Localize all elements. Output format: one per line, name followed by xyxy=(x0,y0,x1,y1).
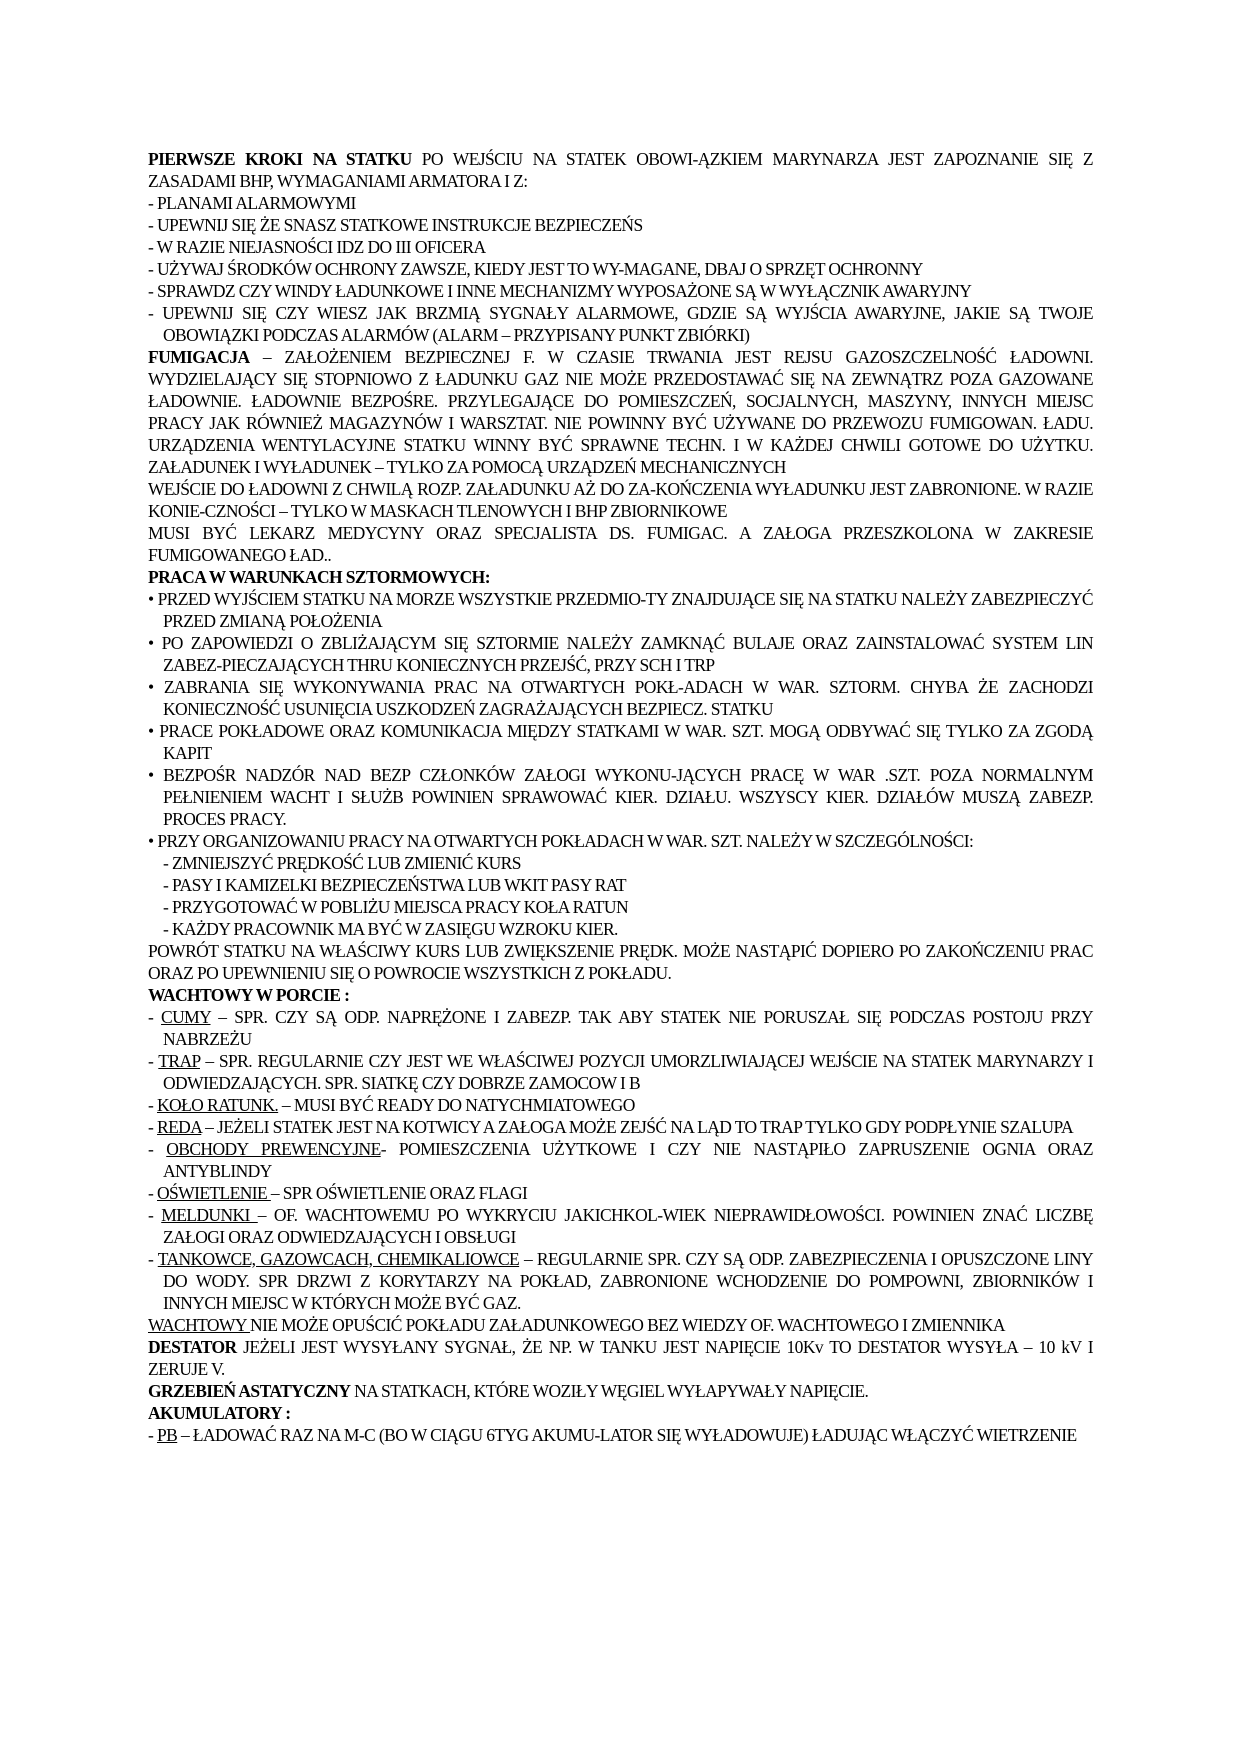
intro-heading: PIERWSZE KROKI NA STATKU xyxy=(148,149,412,169)
item-term: MELDUNKI xyxy=(161,1205,258,1225)
wachtowy-item xyxy=(148,1182,1093,1204)
fumigacja-heading: FUMIGACJA xyxy=(148,347,250,367)
dash: - xyxy=(148,1139,167,1159)
item-text: – OF. WACHTOWEMU PO WYKRYCIU JAKICHKOL-WIEK NIEPRAWIDŁOWOŚCI. POWINIEN ZNAĆ LICZBĘ ZAŁOGI ORAZ ODWIEDZAJĄCYCH I OBSŁUGI xyxy=(163,1205,1093,1247)
destator-paragraph xyxy=(148,1336,1093,1380)
sztorm-heading xyxy=(148,566,1093,588)
dash: - xyxy=(148,1183,158,1203)
wachtowy-item xyxy=(148,1050,1093,1094)
wachtowy-item xyxy=(148,1204,1093,1248)
item-text: – SPR. REGULARNIE CZY JEST WE WŁAŚCIWEJ POZYCJI UMORZLIWIAJĄCEJ WEJŚCIE NA STATEK MARYNARZY I ODWIEDZAJĄCYCH. SPR. SIATKĘ CZY DOBRZE ZAMOCOW I B xyxy=(163,1051,1094,1093)
bullet-icon: • xyxy=(148,831,154,851)
bullet-text: PRACE POKŁADOWE ORAZ KOMUNIKACJA MIĘDZY STATKAMI W WAR. SZT. MOGĄ ODBYWAĆ SIĘ TYLKO ZA ZGODĄ KAPIT xyxy=(159,721,1093,763)
item-term: PB xyxy=(157,1425,178,1445)
item-text: – JEŻELI STATEK JEST NA KOTWICY A ZAŁOGA MOŻE ZEJŚĆ NA LĄD TO TRAP TYLKO GDY PODPŁYNIE SZALUPA xyxy=(201,1117,1074,1137)
wachtowy-item xyxy=(148,1138,1093,1182)
list-item: - PLANAMI ALARMOWYMI xyxy=(148,193,356,213)
item-term: OŚWIETLENIE xyxy=(157,1183,271,1203)
item-term: OBCHODY PREWENCYJNE xyxy=(166,1139,381,1159)
grzebien-text: NA STATKACH, KTÓRE WOZIŁY WĘGIEL WYŁAPYWAŁY NAPIĘCIE. xyxy=(350,1381,869,1401)
bullet-text: BEZPOŚR NADZÓR NAD BEZP CZŁONKÓW ZAŁOGI WYKONU-JĄCYCH PRACĘ W WAR .SZT. POZA NORMALNYM PEŁNIENIEM WACHT I SŁUŻB POWINIEN SPRAWOWAĆ KIER. DZIAŁU. WSZYSCY KIER. DZIAŁÓW MUSZĄ ZABEZP. PROCES PRACY. xyxy=(163,765,1094,829)
bullet-icon: • xyxy=(148,721,154,741)
grzebien-paragraph xyxy=(148,1380,1093,1402)
item-term: KOŁO RATUNK. xyxy=(157,1095,279,1115)
item-text: – SPR OŚWIETLENIE ORAZ FLAGI xyxy=(270,1183,528,1203)
item-term: CUMY xyxy=(161,1007,211,1027)
item-text: - POMIESZCZENIA UŻYTKOWE I CZY NIE NASTĄPIŁO ZAPRUSZENIE OGNIA ORAZ ANTYBLINDY xyxy=(163,1139,1094,1181)
list-item: - UPEWNIJ SIĘ ŻE SNASZ STATKOWE INSTRUKCJE BEZPIECZEŃS xyxy=(148,215,643,235)
dash: - xyxy=(148,1425,158,1445)
bullet-icon: • xyxy=(148,677,154,697)
wachtowy-item xyxy=(148,1116,1093,1138)
closing-text: NIE MOŻE OPUŚCIĆ POKŁADU ZAŁADUNKOWEGO BEZ WIEDZY OF. WACHTOWEGO I ZMIENNIKA xyxy=(250,1315,1005,1335)
grzebien-heading: GRZEBIEŃ ASTATYCZNY xyxy=(148,1381,351,1401)
fumigacja-paragraph xyxy=(148,346,1093,478)
bullet-icon: • xyxy=(148,589,154,609)
item-term: TANKOWCE, GAZOWCACH, CHEMIKALIOWCE xyxy=(157,1249,520,1269)
bullet-item xyxy=(148,676,1093,720)
fumigacja-text: – ZAŁOŻENIEM BEZPIECZNEJ F. W CZASIE TRWANIA JEST REJSU GAZOSZCZELNOŚĆ ŁADOWNI. WYDZIELAJĄCY SIĘ STOPNIOWO Z ŁADUNKU GAZ NIE MOŻE PRZEDOSTAWAĆ SIĘ NA ZEWNĄTRZ POZA GAZOWANE ŁADOWNIE. ŁADOWNIE BEZPOŚRE. PRZYLEGAJĄCE DO POMIESZCZEŃ, SOCJALNYCH, MASZYNY, INNYCH MIEJSC PRACY JAK RÓWNIEŻ MAGAZYNÓW I WARSZTAT. NIE POWINNY BYĆ UŻYWANE DO PRZEWOZU FUMIGOWAN. ŁADU. URZĄDZENIA WENTYLACYJNE STATKU WINNY BYĆ SPRAWNE TECHN. I W KAŻDEJ CHWILI GOTOWE DO UŻYTKU. ZAŁADUNEK I WYŁADUNEK – TYLKO ZA POMOCĄ URZĄDZEŃ MECHANICZNYCH xyxy=(148,347,1093,477)
sub-list-item: - PRZYGOTOWAĆ W POBLIŻU MIEJSCA PRACY KOŁA RATUN xyxy=(163,897,628,917)
sub-list-item: - ZMNIEJSZYĆ PRĘDKOŚĆ LUB ZMIENIĆ KURS xyxy=(163,853,521,873)
wachtowy-item xyxy=(148,1248,1093,1314)
item-text: – ŁADOWAĆ RAZ NA M-C (BO W CIĄGU 6TYG AKUMU-LATOR SIĘ WYŁADOWUJE) ŁADUJĄC WŁĄCZYĆ WIETRZENIE xyxy=(177,1425,1077,1445)
item-term: TRAP xyxy=(158,1051,200,1071)
item-text: – REGULARNIE SPR. CZY SĄ ODP. ZABEZPIECZENIA I OPUSZCZONE LINY DO WODY. SPR DRZWI Z KORYTARZY NA POKŁAD, ZABRONIONE WCHODZENIE DO POMPOWNI, ZBIORNIKÓW I INNYCH MIEJSC W KTÓRYCH MOŻE BYĆ GAZ. xyxy=(163,1249,1094,1313)
wachtowy-heading xyxy=(148,984,1093,1006)
sztorm-heading-text: PRACA W WARUNKACH SZTORMOWYCH: xyxy=(148,567,490,587)
bullet-text: PRZY ORGANIZOWANIU PRACY NA OTWARTYCH POKŁADACH W WAR. SZT. NALEŻY W SZCZEGÓLNOŚCI: xyxy=(157,831,974,851)
dash: - xyxy=(148,1095,158,1115)
bullet-item xyxy=(148,764,1093,830)
list-item: - UPEWNIJ SIĘ CZY WIESZ JAK BRZMIĄ SYGNAŁY ALARMOWE, GDZIE SĄ WYJŚCIA AWARYJNE, JAKIE SĄ TWOJE OBOWIĄZKI PODCZAS ALARMÓW (ALARM – PRZYPISANY PUNKT ZBIÓRKI) xyxy=(148,303,1093,345)
list-item: - SPRAWDZ CZY WINDY ŁADUNKOWE I INNE MECHANIZMY WYPOSAŻONE SĄ W WYŁĄCZNIK AWARYJNY xyxy=(148,281,972,301)
list-item: - UŻYWAJ ŚRODKÓW OCHRONY ZAWSZE, KIEDY JEST TO WY-MAGANE, DBAJ O SPRZĘT OCHRONNY xyxy=(148,259,923,279)
sub-list-item: - PASY I KAMIZELKI BEZPIECZEŃSTWA LUB WKIT PASY RAT xyxy=(163,875,626,895)
fumigacja-paragraph-3: MUSI BYĆ LEKARZ MEDYCYNY ORAZ SPECJALISTA DS. FUMIGAC. A ZAŁOGA PRZESZKOLONA W ZAKRESIE FUMIGOWANEGO ŁAD.. xyxy=(148,523,1093,565)
item-text: – MUSI BYĆ READY DO NATYCHMIATOWEGO xyxy=(278,1095,635,1115)
dash: - xyxy=(148,1007,162,1027)
fumigacja-paragraph-2: WEJŚCIE DO ŁADOWNI Z CHWILĄ ROZP. ZAŁADUNKU AŻ DO ZA-KOŃCZENIA WYŁADUNKU JEST ZABRONIONE. W RAZIE KONIE-CZNOŚCI – TYLKO W MASKACH TLENOWYCH I BHP ZBIORNIKOWE xyxy=(148,479,1093,521)
destator-text: JEŻELI JEST WYSYŁANY SYGNAŁ, ŻE NP. W TANKU JEST NAPIĘCIE 10Kv TO DESTATOR WYSYŁA – 10 kV I ZERUJE V. xyxy=(148,1337,1093,1379)
intro-paragraph xyxy=(148,148,1093,192)
wachtowy-heading-text: WACHTOWY W PORCIE : xyxy=(148,985,350,1005)
destator-heading: DESTATOR xyxy=(148,1337,237,1357)
wachtowy-item xyxy=(148,1094,1093,1116)
dash: - xyxy=(148,1051,159,1071)
bullet-icon: • xyxy=(148,765,154,785)
wachtowy-closing xyxy=(148,1314,1093,1336)
dash: - xyxy=(148,1205,162,1225)
item-term: REDA xyxy=(157,1117,202,1137)
bullet-item xyxy=(148,720,1093,764)
bullet-text: ZABRANIA SIĘ WYKONYWANIA PRAC NA OTWARTYCH POKŁ-ADACH W WAR. SZTORM. CHYBA ŻE ZACHODZI KONIECZNOŚĆ USUNIĘCIA USZKODZEŃ ZAGRAŻAJĄCYCH BEZPIECZ. STATKU xyxy=(163,677,1093,719)
akumulatory-heading xyxy=(148,1402,1093,1424)
bullet-item xyxy=(148,588,1093,632)
bullet-text: PRZED WYJŚCIEM STATKU NA MORZE WSZYSTKIE PRZEDMIO-TY ZNAJDUJĄCE SIĘ NA STATKU NALEŻY ZABEZPIECZYĆ PRZED ZMIANĄ POŁOŻENIA xyxy=(157,589,1093,631)
document-page xyxy=(148,148,1093,1446)
sztorm-closing: POWRÓT STATKU NA WŁAŚCIWY KURS LUB ZWIĘKSZENIE PRĘDK. MOŻE NASTĄPIĆ DOPIERO PO ZAKOŃCZENIU PRAC ORAZ PO UPEWNIENIU SIĘ O POWROCIE WSZYSTKICH Z POKŁADU. xyxy=(148,941,1093,983)
item-text: – SPR. CZY SĄ ODP. NAPRĘŻONE I ZABEZP. TAK ABY STATEK NIE PORUSZAŁ SIĘ PODCZAS POSTOJU PRZY NABRZEŻU xyxy=(163,1007,1093,1049)
bullet-item xyxy=(148,632,1093,676)
closing-term: WACHTOWY xyxy=(148,1315,251,1335)
bullet-item xyxy=(148,830,1093,852)
bullet-icon: • xyxy=(148,633,154,653)
dash: - xyxy=(148,1249,158,1269)
bullet-text: PO ZAPOWIEDZI O ZBLIŻAJĄCYM SIĘ SZTORMIE NALEŻY ZAMKNĄĆ BULAJE ORAZ ZAINSTALOWAĆ SYSTEM LIN ZABEZ-PIECZAJĄCYCH THRU KONIECZNYCH PRZEJŚĆ, PRZY SCH I TRP xyxy=(161,633,1093,675)
dash: - xyxy=(148,1117,158,1137)
list-item: - W RAZIE NIEJASNOŚCI IDZ DO III OFICERA xyxy=(148,237,486,257)
wachtowy-item xyxy=(148,1006,1093,1050)
akumulatory-item xyxy=(148,1424,1093,1446)
intro-text: PO WEJŚCIU NA STATEK OBOWI-ĄZKIEM MARYNARZA JEST ZAPOZNANIE SIĘ Z ZASADAMI BHP, WYMAGANIAMI ARMATORA I Z: xyxy=(148,149,1093,191)
sub-list-item: - KAŻDY PRACOWNIK MA BYĆ W ZASIĘGU WZROKU KIER. xyxy=(163,919,618,939)
akumulatory-heading-text: AKUMULATORY : xyxy=(148,1403,291,1423)
